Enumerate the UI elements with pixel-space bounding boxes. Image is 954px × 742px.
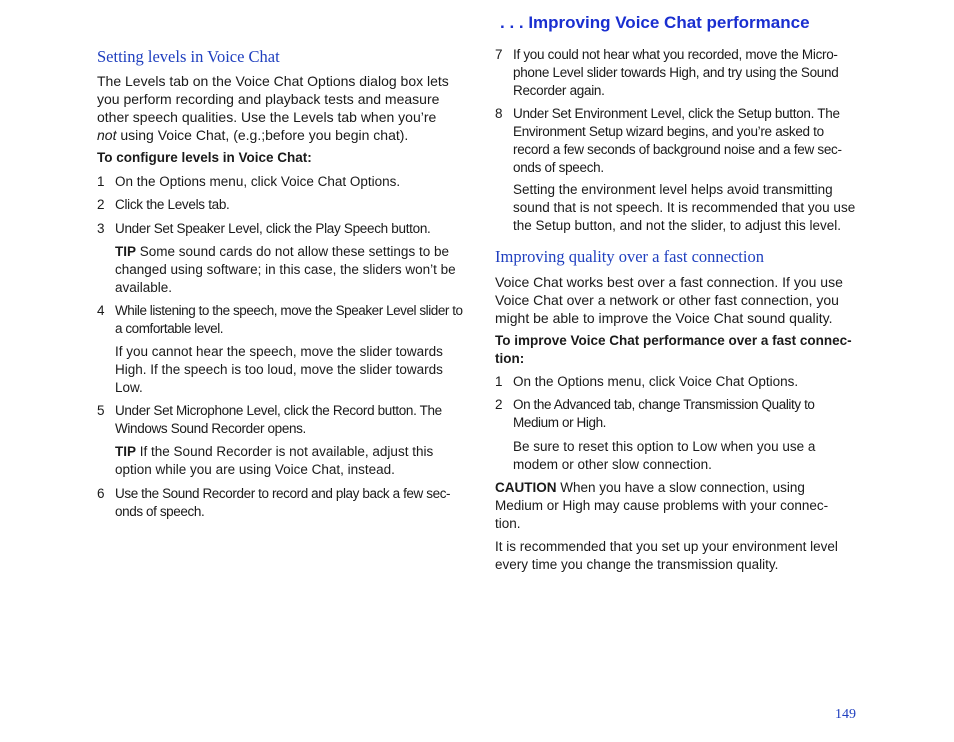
step-text: Click the Levels tab. — [115, 197, 230, 212]
step-number: 3 — [97, 221, 105, 236]
step-number: 6 — [97, 486, 105, 501]
intro-paragraph — [97, 72, 459, 144]
step-number: 1 — [495, 374, 503, 389]
intro-text-2: using Voice Chat, (e.g.;before you begin chat). — [120, 127, 409, 143]
page-number: 149 — [835, 707, 856, 722]
tip-note-sound-recorder — [115, 443, 455, 479]
intro-emphasis-not: not — [97, 127, 117, 143]
step-text: Under Set Environment Level, click the Setup button. The Environment Setup wizard begins, and you’re asked to record a few seconds of background noise and a few sec-onds of speech. — [513, 106, 842, 175]
closing-paragraph: It is recommended that you set up your environment level every time you change the transmission quality. — [495, 539, 838, 572]
procedure-title-configure-levels: To configure levels in Voice Chat: — [97, 150, 312, 165]
step-number: 2 — [495, 397, 503, 412]
section-heading-setting-levels: Setting levels in Voice Chat — [97, 47, 280, 66]
step-text: Under Set Speaker Level, click the Play Speech button. — [115, 221, 431, 236]
step-number: 7 — [495, 47, 503, 62]
step-text: On the Advanced tab, change Transmission Quality to Medium or High. — [513, 397, 815, 430]
tip-label: TIP — [115, 444, 137, 459]
intro-text-1: The Levels tab on the Voice Chat Options dialog box lets you perform recording and playback tests and measure other speech qualities. Use the Levels tab when you’re — [97, 73, 449, 125]
caution-label: CAUTION — [495, 480, 557, 495]
step-note-reset-low: Be sure to reset this option to Low when you use a modem or other slow connection. — [513, 439, 816, 472]
step-number: 1 — [97, 174, 105, 189]
tip-text: Some sound cards do not allow these settings to be changed using software; in this case, the sliders won’t be available. — [115, 244, 456, 295]
fast-connection-intro: Voice Chat works best over a fast connection. If you use Voice Chat over a network or other fast connection, you might be able to improve the Voice Chat sound quality. — [495, 274, 843, 326]
step-text: Under Set Microphone Level, click the Record button. The Windows Sound Recorder opens. — [115, 403, 442, 436]
step-note-speaker-level: If you cannot hear the speech, move the slider towards High. If the speech is too loud, move the slider towards Low. — [115, 344, 443, 395]
step-text: If you could not hear what you recorded, move the Micro-phone Level slider towards High, and try using the Sound Recorder again. — [513, 47, 839, 98]
step-number: 4 — [97, 303, 105, 318]
step-number: 8 — [495, 106, 503, 121]
step-text: On the Options menu, click Voice Chat Options. — [513, 374, 799, 389]
tip-label: TIP — [115, 244, 137, 259]
step-text: On the Options menu, click Voice Chat Options. — [115, 174, 401, 189]
step-note-environment-level: Setting the environment level helps avoid transmitting sound that is not speech. It is recommended that you use the Setup button, and not the slider, to adjust this level. — [513, 182, 856, 233]
step-text: Use the Sound Recorder to record and play back a few sec-onds of speech. — [115, 486, 451, 519]
step-number: 2 — [97, 197, 105, 212]
caution-note — [495, 479, 847, 533]
step-number: 5 — [97, 403, 105, 418]
running-header-title: . . . Improving Voice Chat performance — [500, 13, 810, 32]
caution-text: When you have a slow connection, using Medium or High may cause problems with your connec-tion. — [495, 480, 829, 531]
procedure-title-fast-connection: To improve Voice Chat performance over a fast connec-tion: — [495, 333, 852, 366]
step-text: While listening to the speech, move the Speaker Level slider to a comfortable level. — [115, 303, 463, 336]
tip-text: If the Sound Recorder is not available, adjust this option while you are using Voice Chat, instead. — [115, 444, 434, 477]
section-heading-fast-connection: Improving quality over a fast connection — [495, 247, 764, 266]
tip-note-sound-cards — [115, 243, 463, 297]
